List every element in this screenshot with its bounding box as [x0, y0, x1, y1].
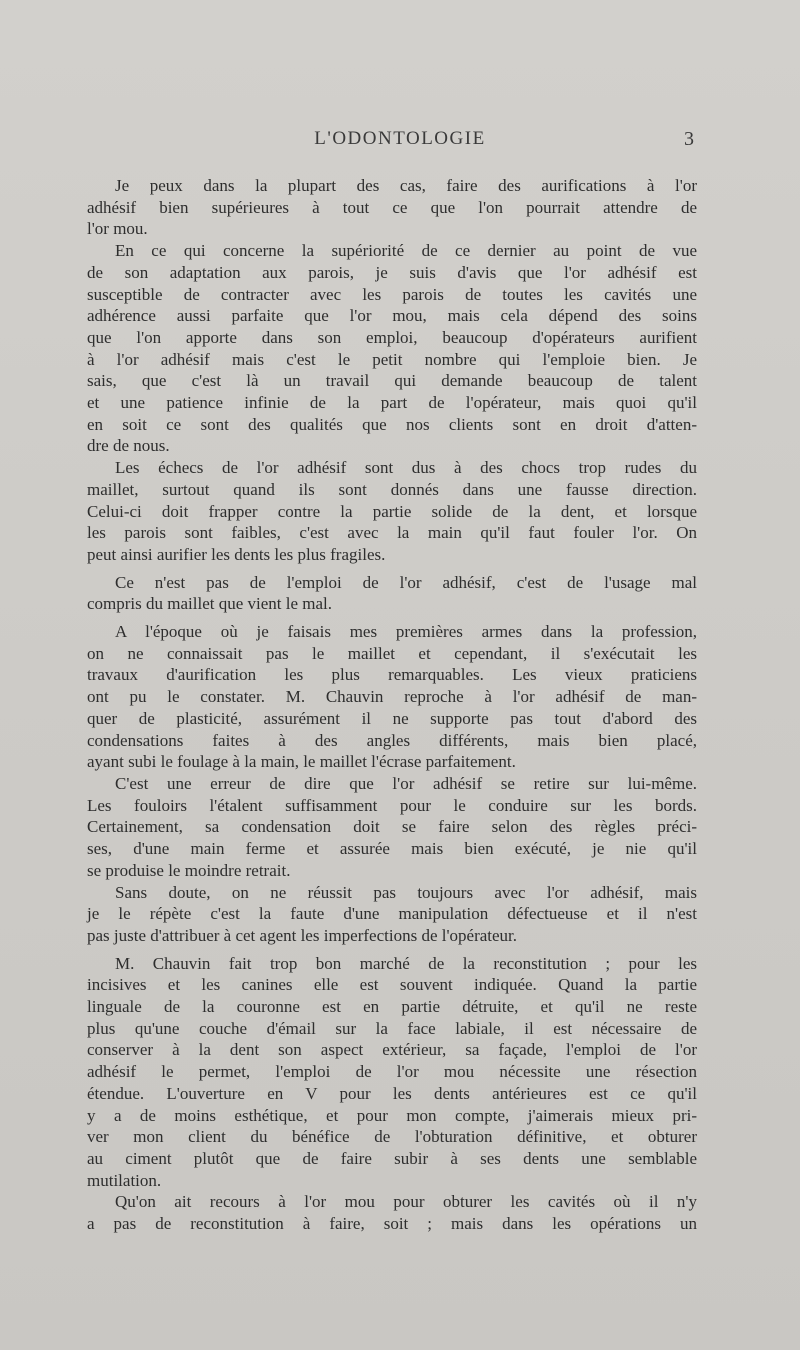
text-line: Qu'on ait recours à l'or mou pour obturer les cavités où il n'y: [115, 1192, 697, 1212]
text-line: pas juste d'attribuer à cet agent les imperfections de l'opérateur.: [87, 925, 518, 945]
paragraph: [87, 572, 697, 615]
text-line: peut ainsi aurifier les dents les plus fragiles.: [87, 544, 386, 564]
text-line: adhérence aussi parfaite que l'or mou, mais cela dépend des soins: [87, 306, 697, 326]
paragraph: [87, 953, 697, 1192]
text-line: Ce n'est pas de l'emploi de l'or adhésif, c'est de l'usage mal: [115, 572, 697, 592]
text-line: ont pu le constater. M. Chauvin reproche à l'or adhésif de man-: [87, 687, 697, 707]
paragraph: [87, 175, 697, 240]
text-line: quer de plasticité, assurément il ne supporte pas tout d'abord des: [87, 708, 697, 728]
text-line: plus qu'une couche d'émail sur la face labiale, il est nécessaire de: [87, 1018, 697, 1038]
text-line: conserver à la dent son aspect extérieur, sa façade, l'emploi de l'or: [87, 1040, 697, 1060]
text-line: à l'or adhésif mais c'est le petit nombre qui l'emploie bien. Je: [87, 349, 697, 369]
text-line: étendue. L'ouverture en V pour les dents antérieures est ce qu'il: [87, 1083, 697, 1103]
text-line: adhésif bien supérieures à tout ce que l'on pourrait attendre de: [87, 197, 697, 217]
text-line: on ne connaissait pas le maillet et cependant, il s'exécutait les: [87, 643, 697, 663]
text-line: En ce qui concerne la supériorité de ce dernier au point de vue: [115, 241, 697, 261]
text-line: ayant subi le foulage à la main, le maillet l'écrase parfaitement.: [87, 752, 516, 772]
text-line: au ciment plutôt que de faire subir à ses dents une semblable: [87, 1148, 697, 1168]
text-line: en soit ce sont des qualités que nos clients sont en droit d'atten-: [87, 414, 697, 434]
text-line: adhésif le permet, l'emploi de l'or mou nécessite une résection: [87, 1062, 697, 1082]
text-line: de son adaptation aux parois, je suis d'avis que l'or adhésif est: [87, 262, 697, 282]
text-line: que l'on apporte dans son emploi, beaucoup d'opérateurs aurifient: [87, 327, 697, 347]
text-line: Celui-ci doit frapper contre la partie solide de la dent, et lorsque: [87, 501, 697, 521]
paragraph: [87, 773, 697, 882]
page-header: [0, 128, 800, 158]
text-line: ver mon client du bénéfice de l'obturation définitive, et obturer: [87, 1127, 697, 1147]
text-line: maillet, surtout quand ils sont donnés dans une fausse direction.: [87, 479, 697, 499]
text-line: travaux d'aurification les plus remarquables. Les vieux praticiens: [87, 665, 697, 685]
text-line: compris du maillet que vient le mal.: [87, 594, 333, 614]
text-line: a pas de reconstitution à faire, soit ; mais dans les opérations un: [87, 1214, 697, 1234]
text-line: C'est une erreur de dire que l'or adhésif se retire sur lui-même.: [115, 773, 697, 793]
text-line: Les échecs de l'or adhésif sont dus à des chocs trop rudes du: [115, 458, 697, 478]
text-line: dre de nous.: [87, 436, 170, 456]
text-line: Certainement, sa condensation doit se faire selon des règles préci-: [87, 817, 697, 837]
body-text: [87, 175, 697, 1235]
text-line: et une patience infinie de la part de l'opérateur, mais quoi qu'il: [87, 393, 697, 413]
text-line: condensations faites à des angles différents, mais bien placé,: [87, 730, 697, 750]
text-line: linguale de la couronne est en partie détruite, et qu'il ne reste: [87, 997, 697, 1017]
text-line: incisives et les canines elle est souvent indiquée. Quand la partie: [87, 975, 697, 995]
text-line: M. Chauvin fait trop bon marché de la reconstitution ; pour les: [115, 953, 697, 973]
text-line: je le répète c'est la faute d'une manipulation défectueuse et il n'est: [87, 904, 697, 924]
text-line: susceptible de contracter avec les parois de toutes les cavités une: [87, 284, 697, 304]
paragraph: [87, 1191, 697, 1234]
paragraph: [87, 457, 697, 566]
paragraph: [87, 621, 697, 773]
text-line: Je peux dans la plupart des cas, faire des aurifications à l'or: [115, 176, 697, 195]
text-line: l'or mou.: [87, 219, 148, 239]
text-line: se produise le moindre retrait.: [87, 860, 291, 880]
text-line: Sans doute, on ne réussit pas toujours avec l'or adhésif, mais: [115, 882, 697, 902]
text-line: les parois sont faibles, c'est avec la main qu'il faut fouler l'or. On: [87, 523, 697, 543]
paragraph: [87, 882, 697, 947]
text-line: ses, d'une main ferme et assurée mais bien exécuté, je nie qu'il: [87, 839, 697, 859]
text-line: Les fouloirs l'étalent suffisamment pour le conduire sur les bords.: [87, 795, 697, 815]
text-line: mutilation.: [87, 1170, 162, 1190]
text-line: sais, que c'est là un travail qui demande beaucoup de talent: [87, 371, 697, 391]
text-line: A l'époque où je faisais mes premières armes dans la profession,: [115, 622, 697, 642]
running-title: L'ODONTOLOGIE: [314, 128, 486, 149]
text-line: y a de moins esthétique, et pour mon compte, j'aimerais mieux pri-: [87, 1105, 697, 1125]
page-number: 3: [684, 128, 694, 150]
paragraph: [87, 240, 697, 457]
